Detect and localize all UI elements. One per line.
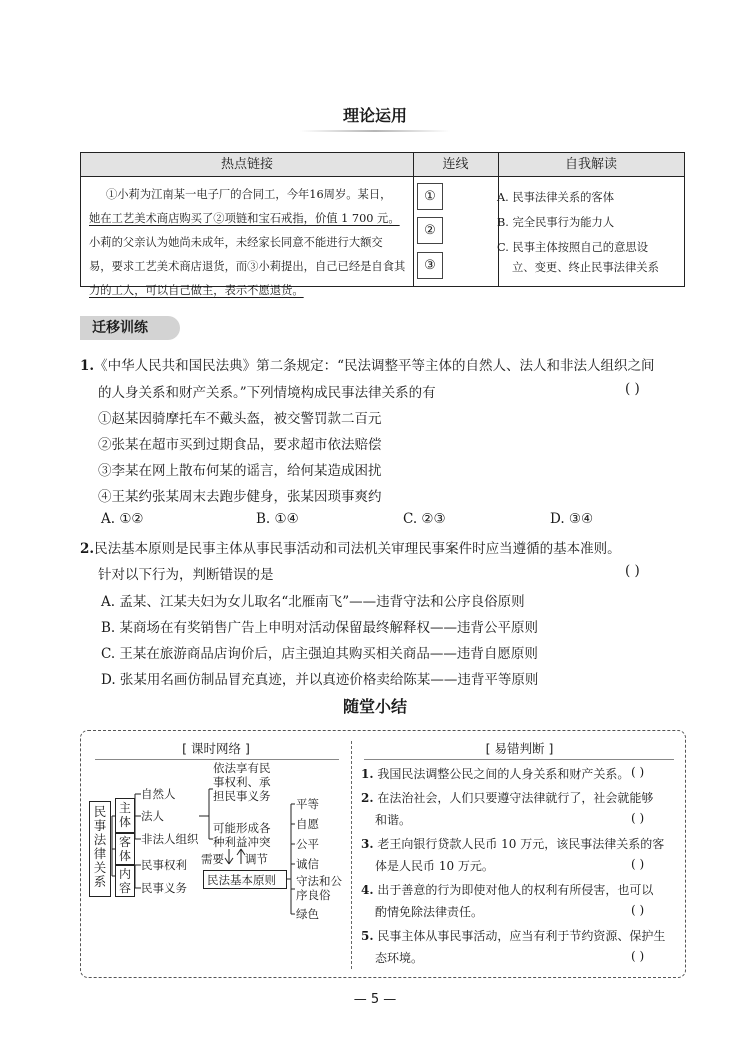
capacity-line: 担民事义务 xyxy=(213,789,271,803)
link-number-3[interactable]: ③ xyxy=(417,252,443,279)
judge-answer-paren-5[interactable]: ( ) xyxy=(631,949,645,963)
practice-header: 迁移训练 xyxy=(80,316,180,340)
summary-box xyxy=(80,730,686,978)
case-line: 力的工人，可以自己做主，表示不愿退货。 xyxy=(89,284,304,297)
judge-item-text: 体是人民币 10 万元。 xyxy=(375,859,494,873)
theory-section-title: 理论运用 xyxy=(342,106,407,125)
judge-item-number: 1. xyxy=(361,767,374,781)
link-number-1[interactable]: ① xyxy=(417,183,443,210)
judge-item-3 xyxy=(361,835,664,852)
conflict-line: 可能形成各 xyxy=(213,821,271,835)
q2-stem-line2: 针对以下行为，判断错误的是 xyxy=(98,567,274,583)
principle-item: 绿色 xyxy=(296,907,319,921)
q2-number: 2. xyxy=(80,541,95,557)
principle-item: 自愿 xyxy=(296,817,319,831)
judge-item-text: 酌情免除法律责任。 xyxy=(375,905,484,919)
col-header-self: 自我解读 xyxy=(564,157,617,172)
judge-item-text: 我国民法调整公民之间的人身关系和财产关系。 xyxy=(377,767,630,781)
principle-item: 公平 xyxy=(296,837,319,851)
q1-item: ③李某在网上散布何某的谣言，给何某造成困扰 xyxy=(98,463,382,479)
q1-item: ①赵某因骑摩托车不戴头盔，被交警罚款二百元 xyxy=(98,411,382,427)
judge-header-rule xyxy=(364,759,674,760)
judge-answer-paren-4[interactable]: ( ) xyxy=(631,903,645,917)
q2-choice-c[interactable]: C. 王某在旅游商品店询价后，店主强迫其购买相关商品——违背自愿原则 xyxy=(101,646,538,662)
option-b[interactable]: B. 完全民事行为能力人 xyxy=(497,216,615,229)
q1-choice-a[interactable]: A. ①② xyxy=(101,511,144,527)
subject-label: 主体 xyxy=(118,801,131,829)
subject-item: 自然人 xyxy=(141,787,176,801)
principles-box-label: 民法基本原则 xyxy=(207,873,276,887)
q1-choice-b[interactable]: B. ①④ xyxy=(256,511,299,527)
summary-section-title: 随堂小结 xyxy=(342,697,407,716)
q2-choice-d[interactable]: D. 张某用名画仿制品冒充真迹，并以真迹价格卖给陈某——违背平等原则 xyxy=(101,672,539,688)
capacity-line: 依法享有民 xyxy=(213,761,271,775)
judge-item-number: 5. xyxy=(361,929,374,943)
judge-item-4 xyxy=(361,881,653,898)
judge-header: [ 易错判断 ] xyxy=(485,741,554,756)
q1-choice-c[interactable]: C. ②③ xyxy=(403,511,446,527)
theory-table xyxy=(80,152,685,297)
case-line: 小莉的父亲认为她尚未成年，未经家长同意不能进行大额交 xyxy=(89,236,383,249)
q2-choice-b[interactable]: B. 某商场在有奖销售广告上申明对活动保留最终解释权——违背公平原则 xyxy=(101,620,539,636)
judge-item-number: 2. xyxy=(361,791,374,805)
judge-item-text: 老王向银行贷款人民币 10 万元，该民事法律关系的客 xyxy=(377,837,665,851)
q1-item: ②张某在超市买到过期食品，要求超市依法赔偿 xyxy=(98,437,382,453)
subject-item: 非法人组织 xyxy=(141,832,199,846)
judge-item-2 xyxy=(361,789,653,806)
principle-item: 诚信 xyxy=(296,857,319,871)
judge-item-number: 4. xyxy=(361,883,374,897)
principle-item: 平等 xyxy=(296,797,319,811)
case-line: 她在工艺美术商店购买了②项链和宝石戒指，价值 1 700 元。 xyxy=(89,212,400,225)
q1-item: ④王某约张某周末去跑步健身，张某因琐事爽约 xyxy=(98,489,382,505)
title-underline xyxy=(300,130,450,132)
q2-choice-a[interactable]: A. 孟某、江某夫妇为女儿取名“北雁南飞”——违背守法和公序良俗原则 xyxy=(101,594,525,610)
capacity-line: 事权利、承 xyxy=(213,775,271,789)
network-header: [ 课时网络 ] xyxy=(182,741,250,756)
need-label: 需要 xyxy=(201,852,224,866)
judge-item-text: 和谐。 xyxy=(375,813,412,827)
q1-stem-line1 xyxy=(80,354,655,374)
judge-item-text: 在法治社会，人们只要遵守法律就行了，社会就能够 xyxy=(377,791,654,805)
root-label: 民事法律关系 xyxy=(93,804,107,889)
judge-answer-paren-2[interactable]: ( ) xyxy=(631,811,645,825)
content-item: 民事权利 xyxy=(141,858,187,872)
object-label: 客体 xyxy=(118,835,131,863)
case-text xyxy=(89,183,414,303)
q1-answer-paren[interactable]: ( ) xyxy=(625,381,640,397)
table-header-row xyxy=(81,153,684,177)
q2-stem-line1 xyxy=(80,537,621,557)
q1-stem-text: 《中华人民共和国民法典》第二条规定：“民法调整平等主体的自然人、法人和非法人组织之间 xyxy=(94,358,655,374)
subject-item: 法人 xyxy=(141,809,164,823)
judge-item-text: 民事主体从事民事活动，应当有利于节约资源、保护生 xyxy=(377,929,666,943)
case-line: ①小莉为江南某一电子厂的合同工，今年16周岁。某日， xyxy=(105,188,392,201)
q1-choice-d[interactable]: D. ③④ xyxy=(550,511,594,527)
q1-stem-line2: 的人身关系和财产关系。”下列情境构成民事法律关系的有 xyxy=(98,385,436,401)
judge-answer-paren-3[interactable]: ( ) xyxy=(631,857,645,871)
page-number: — 5 — xyxy=(353,992,397,1007)
judge-item-1 xyxy=(361,765,629,782)
q1-number: 1. xyxy=(80,358,95,374)
summary-divider xyxy=(351,741,352,969)
link-number-2[interactable]: ② xyxy=(417,217,443,244)
adjust-label: 调节 xyxy=(245,852,268,866)
case-line: 易，要求工艺美术商店退货，而③小莉提出，自己已经是自食其 xyxy=(89,260,406,273)
content-label: 内容 xyxy=(118,867,131,895)
option-c-line2: 立、变更、终止民事法律关系 xyxy=(512,261,659,274)
conflict-line: 种利益冲突 xyxy=(213,835,271,849)
judge-answer-paren-1[interactable]: ( ) xyxy=(631,765,645,779)
option-c-line1[interactable]: C. 民事主体按照自己的意思设 xyxy=(497,241,648,254)
col-header-case: 热点链接 xyxy=(220,157,273,172)
judge-item-text: 态环境。 xyxy=(375,951,424,965)
q2-stem-text: 民法基本原则是民事主体从事民事活动和司法机关审理民事案件时应当遵循的基本准则。 xyxy=(94,541,621,557)
content-item: 民事义务 xyxy=(141,881,187,895)
col-header-link: 连线 xyxy=(442,157,469,172)
judge-item-number: 3. xyxy=(361,837,374,851)
option-a[interactable]: A. 民事法律关系的客体 xyxy=(497,191,615,204)
principle-item: 序良俗 xyxy=(296,888,331,902)
judge-item-5 xyxy=(361,927,665,944)
principle-item: 守法和公 xyxy=(296,874,342,888)
judge-item-text: 出于善意的行为即使对他人的权利有所侵害，也可以 xyxy=(377,883,654,897)
q2-answer-paren[interactable]: ( ) xyxy=(625,563,640,579)
